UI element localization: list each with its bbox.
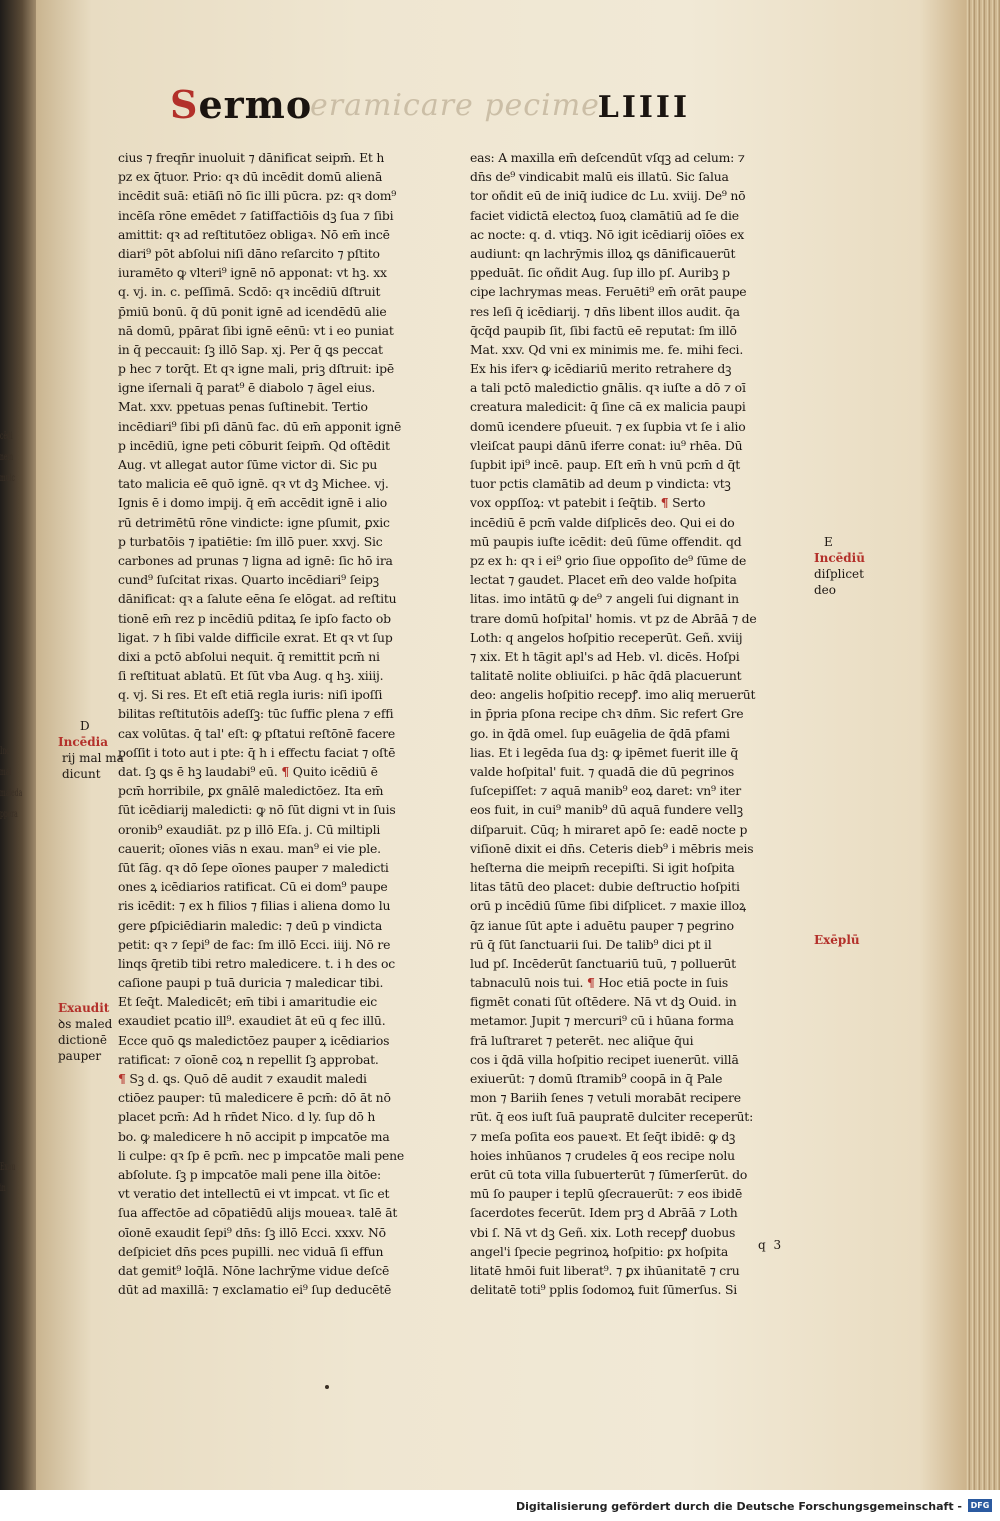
text-line: cipe lachrymas meas. Feruēti⁹ em̄ orāt paupe — [470, 284, 747, 300]
fragment: mal — [0, 767, 12, 778]
signature-mark: q 3 — [758, 1238, 784, 1252]
text-line: tuor pctis clamātib ad deum p vindicta: vtꝫ — [470, 476, 731, 492]
text-line: ſūt icēdiarij maledicti: ꝙ nō ſūt digni vt in ſuis — [118, 802, 396, 818]
text-line: dānificat: qꝛ a ſalute eēna ſe elōgat. ad reſtitu — [118, 591, 397, 607]
text-line: rū detrimētū rōne vindicte: igne pſumit, ꝑxic — [118, 514, 390, 530]
text-line: rū q̄ ſūt ſanctuarii ſui. De talib⁹ dici pt il — [470, 936, 712, 952]
text-line: dat gemit⁹ loq̄lā. Nōne lachrȳme vidue deſcē — [118, 1262, 390, 1278]
text-line: cos i q̄dā villa hoſpitio recipet iuenerūt. villā — [470, 1051, 739, 1067]
margin-note-line: pauper — [58, 1049, 102, 1063]
text-line: talitatē nolite obliuiſci. p hāc q̄dā placuerunt — [470, 668, 742, 684]
text-line: erūt cū tota villa ſubuerterūt ⁊ ſūmerſerūt. do — [470, 1166, 748, 1182]
fragment: maleda — [0, 788, 23, 799]
text-line: Loth: q angelos hoſpitio receperūt. Geñ. xviij — [470, 629, 743, 645]
text-line: placet pcm̄: Ad h rn̄det Nico. d ly. ſup dō h — [118, 1109, 376, 1125]
text-line: Ecce quō ꝗs maledictōez pauper ꝝ icēdiarios — [118, 1032, 390, 1048]
text-line: cax volūtas. q̄ tal' eſt: ꝙ pſtatui reſtōnē facere — [118, 725, 396, 741]
text-line: res leſi q̄ icēdiarij. ⁊ dn̄s libent illos audit. q̄a — [470, 303, 740, 319]
text-line: incēdiari⁹ ſibi pſi dānū fac. dū em̄ apponit ignē — [118, 418, 402, 434]
text-line: deo: angelis hoſpitio recepꝭ. imo aliq meruerūt — [470, 687, 756, 703]
text-line: pz ex h: qꝛ i ei⁹ ꝯrio ſiue oppoſito de⁹ ſūme de — [470, 552, 747, 568]
margin-note-red: Exaudit — [58, 1001, 110, 1015]
text-line: poſſit i toto aut i pte: q̄ h i effectu faciat ⁊ oſtē — [118, 744, 396, 760]
text-line: ſacerdotes fecerūt. Idem prꝫ d Abrāā ⁊ Loth — [470, 1205, 738, 1221]
text-line: eos fuit, in cui⁹ manib⁹ dū aquā fundere vellꝫ — [470, 802, 743, 818]
text-line: dixi a pctō abſolui nequit. q̄ remittit pcm̄ ni — [118, 648, 380, 664]
fragment: nem — [0, 452, 14, 463]
header-title-rest: ermo — [198, 82, 313, 127]
fragment: ppera — [0, 809, 18, 820]
text-line: nā domū, ppārat ſibi ignē eēnū: vt i eo puniat — [118, 322, 394, 338]
text-line: Mat. xxv. Qd vni ex minimis me. fe. mihi feci. — [470, 341, 744, 357]
text-line: dūt ad maxillā: ⁊ exclamatio ei⁹ ſup deducētē — [118, 1282, 392, 1298]
paragraph-mark: ¶ — [118, 1071, 126, 1086]
text-line: cius ⁊ freqn̄r inuoluit ⁊ dānificat seipm̄. Et h — [118, 150, 385, 165]
text-line: ratificat: ⁊ oīonē coꝝ n repellit ſꝫ approbat. — [118, 1051, 379, 1067]
margin-note-line: rij mal ma — [62, 751, 124, 765]
text-line: frā luſtraret ⁊ peterēt. nec aliq̄ue q̄ui — [470, 1032, 694, 1048]
text-line: q. vj. Si res. Et eſt etiā regla iuris: niſi ipoſſi — [118, 687, 383, 703]
fragment: cēdi — [0, 431, 13, 442]
text-line: ppeduāt. ſic oñdit Aug. ſup illo pſ. Auribꝫ p — [470, 265, 730, 281]
header-initial: S — [170, 82, 199, 127]
header-title — [170, 82, 312, 127]
margin-note-line: dicunt — [62, 767, 101, 781]
text-line: carbones ad prunas ⁊ ligna ad ignē: ſic hō ira — [118, 552, 393, 568]
text-line: vt veratio det intellectū ei vt impcat. vt ſic et — [118, 1186, 390, 1202]
margin-note-exemplum — [814, 932, 860, 948]
paragraph-mark: ¶ — [281, 764, 289, 779]
text-line: mū ſo pauper i teplū ꝯſecrauerūt: ⁊ eos ibidē — [470, 1186, 743, 1202]
text-line: a tali pctō maledictio gnālis. qꝛ iuſte a dō ⁊ oī — [470, 380, 746, 396]
text-line: diari⁹ pōt abſolui niſi dāno reſarcito ⁊ pſtito — [118, 245, 380, 261]
margin-note-line: deo — [814, 583, 837, 597]
text-line: ſuſcepiſſet: ⁊ aquā manib⁹ eoꝝ daret: vn⁹ iter — [470, 783, 741, 799]
text-line: diſparuit. Cūq; h miraret apō ſe: eadē nocte p — [470, 821, 748, 837]
text-line: Ex his iferꝛ ꝙ icēdiariū merito retrahere dꝫ — [470, 361, 732, 377]
fragment: in — [0, 1183, 6, 1194]
text-line: vbi ſ. Nā vt dꝫ Geñ. xix. Loth recepꝭ duobus — [470, 1224, 736, 1240]
text-line: figmēt conati ſūt oſtēdere. Nā vt dꝫ Ouid. in — [470, 994, 737, 1010]
text-line: ſūt ſāg. qꝛ dō ſepe oīones pauper ⁊ maledicti — [118, 859, 389, 875]
text-line: p incēdiū, igne peti cōburit ſeipm̄. Qd oſtēdit — [118, 437, 390, 453]
text-line: ſi reſtituat ablatū. Et ſūt vba Aug. q hꝫ. xiiij. — [118, 668, 384, 684]
text-line: valde hoſpital' fuit. ⁊ quadā die dū pegrinos — [470, 764, 735, 779]
text-line: ſupbit ipi⁹ incē. paup. Eſt em̄ h vnū pcm̄ d q̄t — [470, 457, 741, 472]
text-line: q̄cq̄d paupib ſit, ſibi factū eē reputat: ſm illō — [470, 322, 737, 338]
text-line: tato malicia eē quō ignē. qꝛ vt dꝫ Michee. vj. — [118, 476, 389, 492]
text-line: linqs q̄retib tibi retro maledicere. t. i h des oc — [118, 955, 396, 971]
margin-note-line: ꝺs maled — [58, 1017, 113, 1031]
paragraph-mark: ¶ — [586, 975, 595, 991]
margin-note-red: Incēdia — [58, 735, 109, 749]
text-line: cauerit; oīones viās n exau. man⁹ ei vie ple. — [118, 840, 381, 856]
text-line: go. in q̄dā omel. ſup euāgelia de q̄dā pfami — [470, 725, 730, 741]
text-line: mū paupis iuſte icēdit: deū ſūme offendit. qd — [470, 533, 742, 549]
text-line: delitatē toti⁹ pplis ſodomoꝝ fuit ſūmerſus. Si — [470, 1282, 737, 1298]
text-line: incēſa rōne emēdet ⁊ ſatiſfactiōis dꝫ ſua ⁊ ſibi — [118, 207, 394, 223]
text-line: rūt. q̄ eos iuſt ſuā paupratē dulciter receperūt: — [470, 1109, 754, 1125]
text-line: Mat. xxv. ppetuas penas ſuſtinebit. Tertio — [118, 399, 368, 415]
text-line: in q̄ peccauit: ſꝫ illō Sap. xj. Per q̄ ꝗs peccat — [118, 341, 383, 357]
text-line: metamor. Jupit ⁊ mercuri⁹ cū i hūana forma — [470, 1013, 734, 1029]
text-line: dat. ſꝫ ꝗs ē hꝫ laudabi⁹ eū. ¶ Quito icēdiū ē — [118, 764, 378, 779]
fragment: Inc — [0, 746, 10, 757]
text-line: q. vj. in. c. peſſimā. Scdō: qꝛ incēdiū dſtruit — [118, 284, 381, 300]
margin-note-initial: D — [80, 719, 90, 733]
page-edges — [966, 0, 1000, 1490]
margin-note-incendiarii — [58, 718, 124, 782]
dfg-logo: DFG — [968, 1499, 992, 1512]
text-line: amittit: qꝛ ad reſtitutōez obligaꝛ. Nō em̄ incē — [118, 226, 390, 242]
margin-note-line: dictionē — [58, 1033, 107, 1047]
text-line: mon ⁊ Bariih ſenes ⁊ vetuli morabāt recipere — [470, 1090, 741, 1106]
text-line: pcm̄ horribile, ꝑx gnālē maledictōez. Ita em̄ — [118, 783, 384, 799]
text-line: Ignis ē i domo impij. q̄ em̄ accēdit ignē i alio — [118, 495, 388, 511]
text-line: faciet vidictā electoꝝ ſuoꝝ clamātiū ad ſe die — [470, 207, 739, 223]
text-line: audiunt: qn lachrȳmis illoꝝ ꝗs dānificauerūt — [470, 245, 736, 261]
text-line: lias. Et i legēda ſua dꝫ: ꝙ ipēmet fuerit ille q̄ — [470, 744, 739, 760]
text-line: bo. ꝙ maledicere h nō accipit p impcatōe ma — [118, 1128, 390, 1144]
text-line: vleiſcat paupi dānū iferre conat: iu⁹ rhēa. Dū — [470, 437, 743, 453]
text-line: tionē em̄ rez p incēdiū pditaꝝ ſe ipſo facto ob — [118, 610, 391, 626]
text-line: incēdit suā: etiāſi nō ſic illi pūcra. pz: qꝛ dom⁹ — [118, 188, 397, 204]
text-line: ⁊ xix. Et h tāgit apl's ad Heb. vl. dicēs. Hoſpi — [470, 648, 740, 664]
text-line: deſpiciet dn̄s pces pupilli. nec viduā ſi effun — [118, 1243, 384, 1259]
text-line: ctiōez pauper: tū maledicere ē pcm̄: dō āt nō — [118, 1090, 391, 1106]
text-line: petit: qꝛ ⁊ ſepi⁹ de fac: ſm illō Ecci. iiij. Nō re — [118, 936, 391, 952]
folio-number: LIIII — [597, 90, 690, 125]
margin-note-line: diſplicet — [814, 567, 864, 581]
fragment: mulc — [0, 473, 15, 484]
facing-page-fragments — [0, 430, 36, 1203]
text-line: gere ꝑſpiciēdiarin maledic: ⁊ deū p vindicta — [118, 917, 382, 933]
text-line: ones ꝝ icēdiarios ratificat. Cū ei dom⁹ paupe — [118, 879, 388, 895]
text-line: Aug. vt allegat autor ſūme victor di. Sic pu — [118, 457, 378, 472]
right-text-column — [470, 148, 812, 1299]
text-line: orū p incēdiū ſūme ſibi diſplicet. ⁊ maxie illoꝝ — [470, 898, 746, 914]
footer-bar — [0, 1490, 1000, 1521]
margin-note-exaudit — [58, 1000, 112, 1064]
text-line: creatura maledicit: q̄ ſine cā ex malicia paupi — [470, 399, 746, 415]
text-line: litas tātū deo placet: dubie deſtructio hoſpiti — [470, 879, 740, 895]
text-line: ⁊ meſa poſita eos paueꝛt. Et ſeq̄t ibidē: ꝙ dꝫ — [470, 1128, 736, 1144]
text-line: bilitas reſtitutōis adeſſꝫ: tūc ſuffic plena ⁊ effi — [118, 706, 394, 722]
text-line: caſione paupi p tuā duricia ⁊ maledicar tibi. — [118, 975, 384, 991]
text-line: eas: A maxilla em̄ deſcendūt vſqꝫ ad celum: ⁊ — [470, 150, 745, 165]
margin-note-incendium — [814, 534, 865, 598]
text-line: ſua affectōe ad cōpatiēdū alijs moueaꝛ. talē āt — [118, 1205, 398, 1221]
text-line: p̄miū bonū. q̄ dū ponit ignē ad icendēdū alie — [118, 303, 387, 319]
text-line: exaudiet pcatio ill⁹. exaudiet āt eū q fec illū. — [118, 1013, 386, 1029]
footer-credit: Digitalisierung gefördert durch die Deutsche Forschungsgemeinschaft - — [515, 1500, 962, 1513]
text-line: tabnaculū nois tui. ¶ Hoc etiā pocte in ſuis — [470, 975, 729, 991]
text-line: heſterna die meipm̄ recepiſti. Si igit hoſpita — [470, 859, 735, 875]
text-line: oīonē exaudit ſepi⁹ dn̄s: ſꝫ illō Ecci. xxxv. Nō — [118, 1224, 386, 1240]
margin-note-red: Exēplū — [814, 933, 860, 947]
text-line: vox oppſſoꝝ: vt patebit i ſeq̄tib. ¶ Serto — [470, 495, 706, 511]
running-header — [170, 82, 690, 132]
text-line: exiuerūt: ⁊ domū ſtramib⁹ coopā in q̄ Pale — [470, 1071, 723, 1086]
text-line: in p̄pria pſona recipe chꝛ dn̄m. Sic refert Gre — [470, 706, 744, 722]
text-line: trare domū hoſpital' homis. vt pz de Abrāā ⁊ de — [470, 610, 757, 626]
text-line: cund⁹ ſuſcitat rixas. Quarto incēdiari⁹ ſeipꝫ — [118, 572, 379, 588]
text-line: ris icēdit: ⁊ ex h filios ⁊ filias i aliena domo lu — [118, 898, 391, 914]
text-line: lud pſ. Incēderūt ſanctuariū tuū, ⁊ polluerūt — [470, 955, 736, 971]
text-line: abſolute. ſꝫ p impcatōe mali pene illa ꝺitōe: — [118, 1166, 381, 1182]
text-line: igne iſernali q̄ parat⁹ ē diabolo ⁊ āgel eius. — [118, 380, 376, 396]
header-bleed-through: eramicare pecime — [310, 88, 600, 123]
margin-note-initial: E — [824, 535, 833, 549]
text-line: Et ſeq̄t. Maledicēt; em̄ tibi i amaritudie eic — [118, 994, 377, 1010]
text-line: oronib⁹ exaudiāt. pz p illō Eſa. j. Cū miltipli — [118, 821, 381, 837]
text-line: pz ex q̄tuor. Prio: qꝛ dū incēdit domū alienā — [118, 169, 383, 185]
text-line: ligat. ⁊ h ſibi valde difficile exrat. Et qꝛ vt ſup — [118, 629, 393, 645]
text-line: ¶ Sꝫ d. ꝗs. Quō dē audit ⁊ exaudit maledi — [118, 1071, 367, 1086]
text-line: tor oñdit eū de iniq̄ iudice dc Lu. xviij. De⁹ nō — [470, 188, 746, 204]
text-line: q̄z ianue ſūt apte i aduētu pauper ⁊ pegrino — [470, 917, 734, 933]
text-line: hoies inhūanos ⁊ crudeles q̄ eos recipe nolu — [470, 1147, 735, 1163]
text-line: litatē hmōi fuit liberat⁹. ⁊ ꝑx ihūanitatē ⁊ cru — [470, 1262, 740, 1278]
margin-note-red: Incēdiū — [814, 551, 865, 565]
text-line: angel'i ſpecie pegrinoꝝ hoſpitio: ꝑx hoſpita — [470, 1243, 729, 1259]
text-line: iuramēto ꝙ vlteri⁹ ignē nō apponat: vt hꝫ. xx — [118, 265, 387, 281]
text-line: domū icendere pſueuit. ⁊ ex ſupbia vt ſe i alio — [470, 418, 746, 434]
text-line: p turbatōis ⁊ ipatiētie: ſm illō puer. xxvj. Sic — [118, 533, 383, 549]
text-line: li culpe: qꝛ ſp ē pcm̄. nec p impcatōe mali pene — [118, 1147, 405, 1163]
text-line: viſionē dixit ei dn̄s. Ceteris dieb⁹ i mēbris meis — [470, 840, 754, 856]
fragment: Exau — [0, 1162, 16, 1173]
paragraph-mark: ¶ — [660, 495, 669, 511]
left-text-column — [118, 148, 464, 1299]
text-line: litas. imo intātū ꝙ de⁹ ⁊ angeli ſui dignant in — [470, 591, 739, 607]
text-line: lectat ⁊ gaudet. Placet em̄ deo valde hoſpita — [470, 572, 737, 588]
text-line: ac nocte: q. d. vtiqꝫ. Nō igit icēdiarij oīōes ex — [470, 226, 745, 242]
text-line: incēdiū ē pcm̄ valde diſplicēs deo. Qui ei do — [470, 514, 735, 530]
ink-dot — [325, 1385, 329, 1389]
text-line: dn̄s de⁹ vindicabit malū eis illatū. Sic ſalua — [470, 169, 729, 185]
text-line: p hec ⁊ torq̄t. Et qꝛ igne mali, priꝫ dſtruit: ipē — [118, 361, 394, 377]
